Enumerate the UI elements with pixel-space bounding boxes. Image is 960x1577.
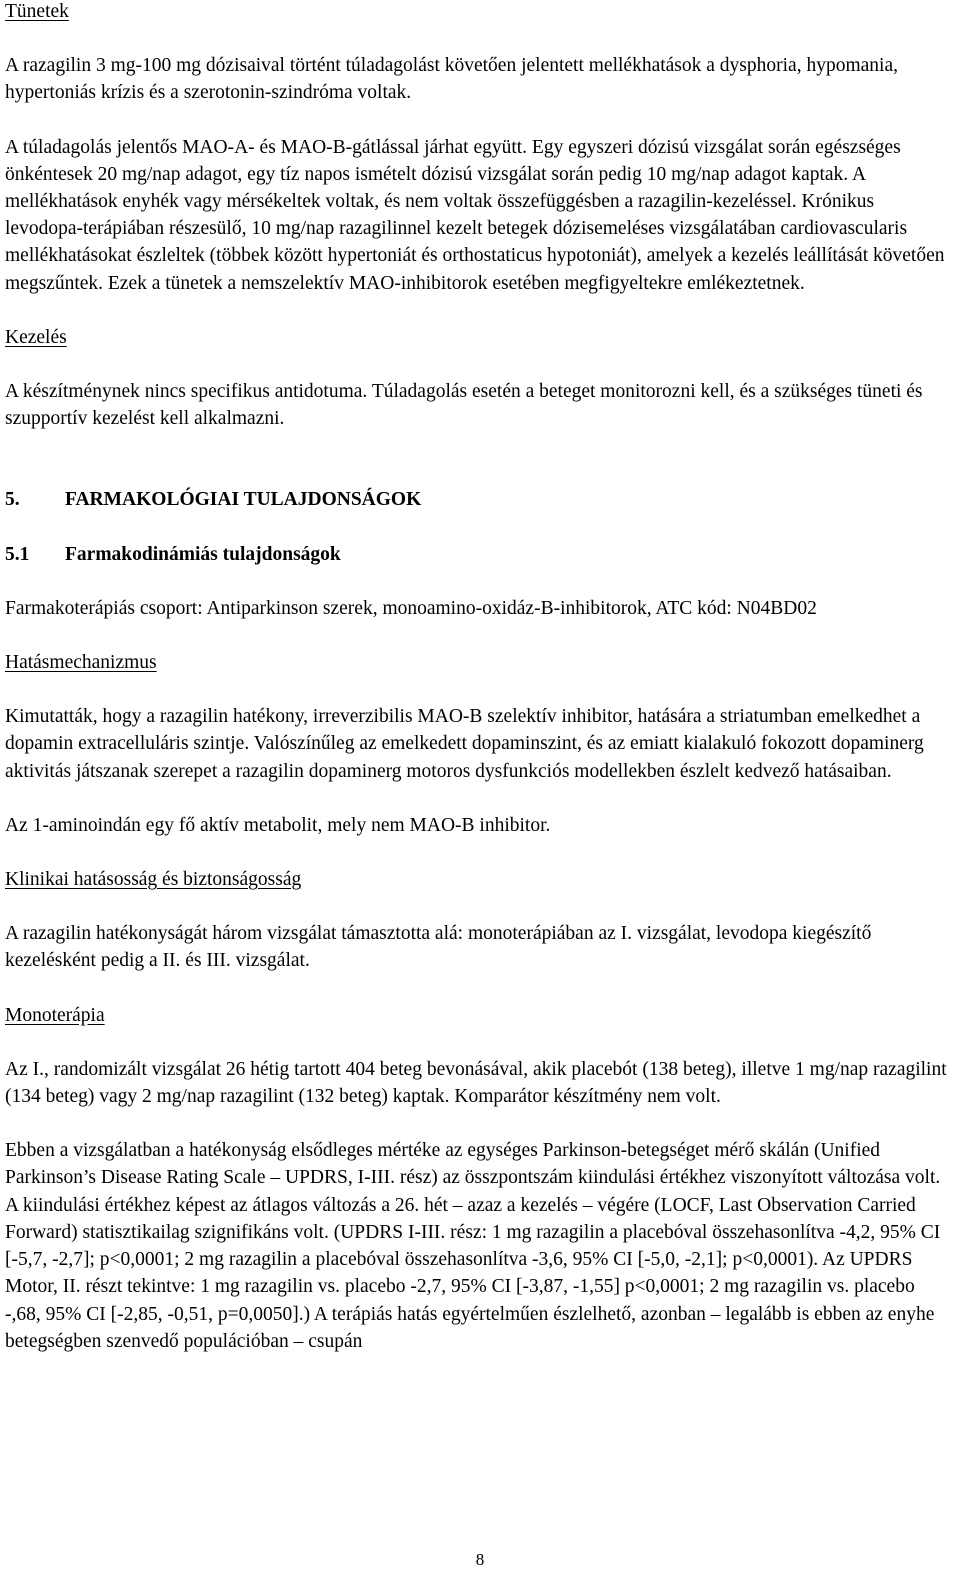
- section-heading-monoterapia: Monoterápia: [5, 1004, 105, 1026]
- section-heading-tunetek: Tünetek: [5, 1, 69, 22]
- paragraph-tunetek-2: A túladagolás jelentős MAO-A- és MAO-B-gátlással járhat együtt. Egy egyszeri dózisú vizsgálat során egészséges önkéntesek 20 mg/nap adagot, egy tíz napos ismételt dózisú vizsgálat során pedig 10 mg/nap adagot kaptak. A mellékhatások enyhék vagy mérsékeltek voltak, és nem voltak összefüggésben a razagilin-kezeléssel. Krónikus levodopa-terápiában részesülő, 10 mg/nap razagilinnel kezelt betegek dózisemeléses vizsgálatában cardiovascularis mellékhatásokat észleltek (többek között hypertoniát és orthostaticus hypotoniát), amelyek a kezelés leállítását követően megszűntek. Ezek a tünetek a nemszelektív MAO-inhibitorok esetében megfigyeltekre emlékeztetnek.: [5, 136, 945, 294]
- section-5-1-title: Farmakodinámiás tulajdonságok: [65, 543, 341, 565]
- paragraph-hatasmechanizmus-1: Kimutatták, hogy a razagilin hatékony, irreverzibilis MAO-B szelektív inhibitor, hatására a striatumban emelkedhet a dopamin extracelluláris szintje. Valószínűleg az emelkedett dopaminszint, és az emiatt kialakuló fokozott dopaminerg aktivitás játszanak szerepet a razagilin dopaminerg motoros dysfunkciós modellekben észlelt kedvező hatásaiban.: [5, 706, 924, 782]
- section-heading-klinikai: Klinikai hatásosság és biztonságosság: [5, 869, 302, 891]
- section-5-title: FARMAKOLÓGIAI TULAJDONSÁGOK: [65, 489, 422, 511]
- section-5-1-number: 5.1: [5, 543, 30, 565]
- paragraph-farmakoterapias-csoport: Farmakoterápiás csoport: Antiparkinson szerek, monoamino-oxidáz-B-inhibitorok, ATC kód: N04BD02: [5, 597, 817, 619]
- paragraph-monoterapia-2: Ebben a vizsgálatban a hatékonyság elsődleges mértéke az egységes Parkinson-betegséget mérő skálán (Unified Parkinson’s Disease Rating Scale – UPDRS, I-III. rész) az összpontszám kiindulási értékhez viszonyított változása volt. A kiindulási értékhez képest az átlagos változás a 26. hét – azaz a kezelés – végére (LOCF, Last Observation Carried Forward) statisztikailag szignifikáns volt. (UPDRS I-III. rész: 1 mg razagilin a placebóval összehasonlítva -4,2, 95% CI [-5,7, -2,7]; p<0,0001; 2 mg razagilin a placebóval összehasonlítva -3,6, 95% CI [-5,0, -2,1]; p<0,0001). Az UPDRS Motor, II. részt tekintve: 1 mg razagilin vs. placebo -2,7, 95% CI [-3,87, -1,55] p<0,0001; 2 mg razagilin vs. placebo -,68, 95% CI [-2,85, -0,51, p=0,0050].) A terápiás hatás egyértelműen észlelhető, azonban – legalább is ebben az enyhe betegségben szenvedő populációban – csupán: [5, 1140, 941, 1352]
- section-5-heading: [5, 486, 950, 513]
- section-heading-kezeles: Kezelés: [5, 326, 67, 348]
- section-5-number: 5.: [5, 489, 20, 511]
- paragraph-klinikai-1: A razagilin hatékonyságát három vizsgálat támasztotta alá: monoterápiában az I. vizsgálat, levodopa kiegészítő kezelésként pedig a II. és III. vizsgálat.: [5, 923, 872, 972]
- section-5-1-heading: [5, 541, 950, 568]
- paragraph-hatasmechanizmus-2: Az 1-aminoindán egy fő aktív metabolit, mely nem MAO-B inhibitor.: [5, 814, 551, 836]
- paragraph-tunetek-1: A razagilin 3 mg-100 mg dózisaival történt túladagolást követően jelentett mellékhatások a dysphoria, hypomania, hypertoniás krízis és a szerotonin-szindróma voltak.: [5, 55, 898, 104]
- page-number: 8: [475, 1550, 485, 1569]
- section-heading-hatasmechanizmus: Hatásmechanizmus: [5, 652, 157, 674]
- paragraph-monoterapia-1: Az I., randomizált vizsgálat 26 hétig tartott 404 beteg bevonásával, akik placebót (138 beteg), illetve 1 mg/nap razagilint (134 beteg) vagy 2 mg/nap razagilint (132 beteg) kaptak. Komparátor készítmény nem volt.: [5, 1058, 947, 1108]
- document-page: [5, 0, 950, 1355]
- paragraph-kezeles-1: A készítménynek nincs specifikus antidotuma. Túladagolás esetén a beteget monitorozni kell, és a szükséges tüneti és szupportív kezelést kell alkalmazni.: [5, 381, 923, 430]
